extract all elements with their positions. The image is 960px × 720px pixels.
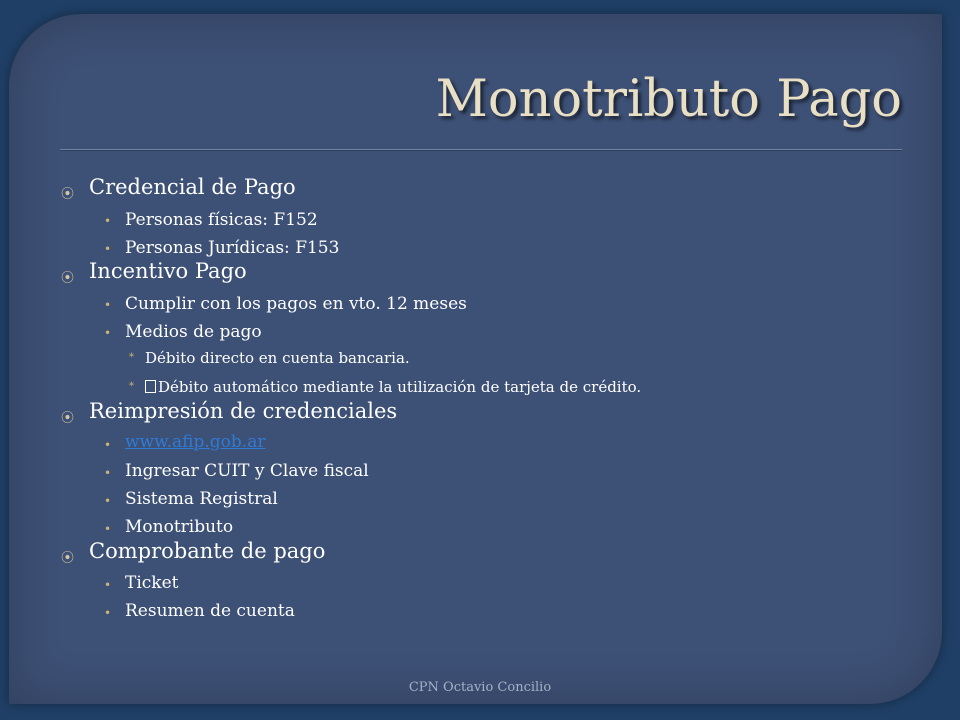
dot-bullet-icon: •	[104, 578, 112, 592]
dot-bullet-icon: •	[104, 466, 112, 480]
afip-link[interactable]: www.afip.gob.ar	[125, 432, 266, 452]
dot-bullet-icon: •	[104, 242, 112, 256]
list-item: Ticket	[125, 573, 179, 593]
slide-footer: CPN Octavio Concilio	[408, 680, 552, 695]
section-heading-reimpresion: Reimpresión de credenciales	[89, 399, 398, 423]
list-item: Sistema Registral	[125, 489, 278, 509]
asterisk-bullet-icon: *	[129, 352, 134, 363]
section-heading-comprobante: Comprobante de pago	[89, 539, 326, 563]
dot-bullet-icon: •	[104, 298, 112, 312]
section-heading-credencial: Credencial de Pago	[89, 175, 296, 199]
list-item: Resumen de cuenta	[125, 601, 295, 621]
circle-bullet-icon: ⦿	[61, 411, 75, 426]
dot-bullet-icon: •	[104, 494, 112, 508]
dot-bullet-icon: •	[104, 606, 112, 620]
slide-title: Monotributo Pago	[435, 70, 902, 129]
circle-bullet-icon: ⦿	[61, 551, 75, 566]
dot-bullet-icon: •	[104, 438, 112, 452]
section-heading-incentivo: Incentivo Pago	[89, 259, 247, 283]
dot-bullet-icon: •	[104, 326, 112, 340]
list-subitem: Débito automático mediante la utilización de tarjeta de crédito.	[145, 378, 641, 396]
dot-bullet-icon: •	[104, 214, 112, 228]
list-item: Personas Jurídicas: F153	[125, 238, 340, 258]
circle-bullet-icon: ⦿	[61, 187, 75, 202]
list-item: Cumplir con los pagos en vto. 12 meses	[125, 294, 467, 314]
list-item: Medios de pago	[125, 322, 262, 342]
list-item: Monotributo	[125, 517, 234, 537]
dot-bullet-icon: •	[104, 522, 112, 536]
missing-glyph-icon	[145, 380, 156, 393]
circle-bullet-icon: ⦿	[61, 271, 75, 286]
list-item: Personas físicas: F152	[125, 210, 318, 230]
list-subitem: Débito directo en cuenta bancaria.	[145, 349, 410, 367]
list-item: Ingresar CUIT y Clave fiscal	[125, 461, 369, 481]
asterisk-bullet-icon: *	[129, 381, 134, 392]
